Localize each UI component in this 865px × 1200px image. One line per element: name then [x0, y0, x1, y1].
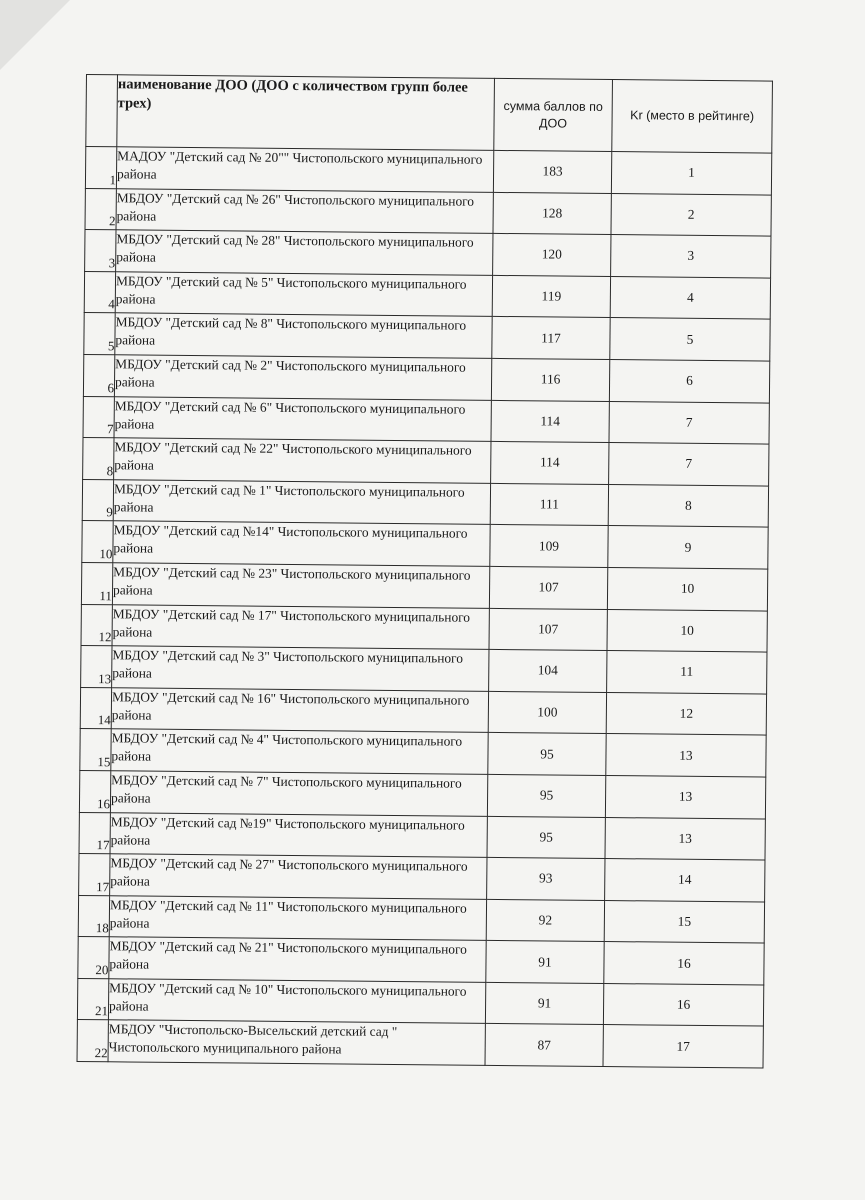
row-rank: 10	[607, 609, 767, 652]
row-name: МБДОУ "Детский сад № 4" Чистопольского муниципального района	[111, 729, 488, 774]
row-rank: 5	[610, 318, 770, 361]
row-score: 91	[486, 941, 604, 984]
header-name: наименование ДОО (ДОО с количеством групп более трех)	[117, 75, 495, 151]
table-row	[85, 188, 771, 236]
row-number: 2	[85, 188, 116, 230]
row-name: МБДОУ "Детский сад № 3" Чистопольского муниципального района	[112, 646, 489, 691]
row-name: МБДОУ "Детский сад № 7" Чистопольского муниципального района	[110, 771, 487, 816]
row-name: МБДОУ "Детский сад № 11" Чистопольского муниципального района	[109, 895, 486, 940]
row-rank: 8	[608, 484, 768, 527]
row-number: 1	[85, 147, 116, 189]
row-name: МБДОУ "Детский сад № 28" Чистопольского муниципального района	[116, 230, 493, 275]
row-number: 18	[78, 895, 109, 937]
row-number: 5	[84, 313, 115, 355]
row-score: 91	[485, 982, 603, 1025]
row-score: 114	[491, 442, 609, 485]
row-name: МБДОУ "Детский сад №14" Чистопольского муниципального района	[113, 521, 490, 566]
table-row	[84, 271, 770, 319]
row-number: 14	[80, 687, 111, 729]
row-name: МБДОУ "Детский сад № 27" Чистопольского муниципального района	[110, 854, 487, 899]
row-number: 22	[77, 1020, 108, 1062]
table-row	[80, 729, 766, 777]
row-score: 104	[489, 650, 607, 693]
row-score: 87	[485, 1024, 603, 1067]
row-rank: 15	[604, 900, 764, 943]
row-rank: 13	[605, 775, 765, 818]
row-score: 95	[487, 774, 605, 817]
row-number: 16	[79, 770, 110, 812]
row-score: 128	[493, 192, 611, 235]
header-rank: Kr (место в рейтинге)	[612, 80, 773, 154]
row-score: 119	[492, 275, 610, 318]
row-score: 93	[487, 857, 605, 900]
row-rank: 13	[606, 734, 766, 777]
row-number: 10	[82, 521, 113, 563]
table-row	[77, 978, 763, 1026]
row-number: 12	[81, 604, 112, 646]
header-score: сумма баллов по ДОО	[494, 78, 613, 151]
row-score: 111	[490, 483, 608, 526]
row-name: МБДОУ "Чистопольско-Высельский детский сад " Чистопольского муниципального района	[108, 1020, 485, 1065]
row-rank: 2	[611, 193, 771, 236]
row-score: 116	[491, 358, 609, 401]
table-row	[83, 396, 769, 444]
row-score: 183	[493, 150, 611, 193]
header-number	[86, 75, 118, 147]
row-rank: 16	[604, 942, 764, 985]
row-name: МБДОУ "Детский сад № 6" Чистопольского муниципального района	[114, 396, 491, 441]
rating-table	[77, 74, 773, 1069]
table-row	[79, 854, 765, 902]
row-name: МБДОУ "Детский сад № 23" Чистопольского муниципального района	[112, 563, 489, 608]
row-rank: 4	[610, 276, 770, 319]
row-score: 109	[490, 525, 608, 568]
table-row	[82, 479, 768, 527]
table-row	[81, 562, 767, 610]
row-rank: 10	[607, 567, 767, 610]
row-score: 114	[491, 400, 609, 443]
row-number: 17	[79, 812, 110, 854]
table-header	[86, 75, 773, 154]
table-row	[83, 354, 769, 402]
table-row	[83, 438, 769, 486]
row-rank: 13	[605, 817, 765, 860]
page-fold	[0, 0, 70, 70]
row-name: МБДОУ "Детский сад №19" Чистопольского муниципального района	[110, 812, 487, 857]
row-number: 13	[81, 646, 112, 688]
row-score: 95	[488, 733, 606, 776]
row-number: 20	[78, 937, 109, 979]
row-rank: 1	[611, 152, 771, 195]
row-score: 120	[493, 234, 611, 277]
row-score: 107	[489, 608, 607, 651]
row-rank: 17	[603, 1025, 763, 1068]
row-rank: 7	[609, 443, 769, 486]
row-name: МАДОУ "Детский сад № 20"" Чистопольского муниципального района	[116, 147, 493, 192]
table-row	[78, 895, 764, 943]
table-row	[79, 812, 765, 860]
table-row	[78, 937, 764, 985]
table-row	[80, 687, 766, 735]
row-rank: 16	[603, 983, 763, 1026]
row-rank: 3	[611, 235, 771, 278]
row-name: МБДОУ "Детский сад № 5" Чистопольского муниципального района	[115, 272, 492, 317]
row-number: 8	[83, 438, 114, 480]
row-score: 92	[486, 899, 604, 942]
table-row	[81, 604, 767, 652]
row-name: МБДОУ "Детский сад № 16" Чистопольского муниципального района	[111, 687, 488, 732]
row-number: 4	[84, 271, 115, 313]
table-body	[77, 147, 772, 1069]
row-name: МБДОУ "Детский сад № 8" Чистопольского муниципального района	[115, 313, 492, 358]
table-row	[85, 147, 771, 195]
row-number: 3	[85, 230, 116, 272]
row-name: МБДОУ "Детский сад № 21" Чистопольского муниципального района	[109, 937, 486, 982]
row-number: 21	[77, 978, 108, 1020]
row-name: МБДОУ "Детский сад № 22" Чистопольского муниципального района	[114, 438, 491, 483]
row-rank: 7	[609, 401, 769, 444]
row-number: 11	[81, 562, 112, 604]
row-number: 15	[80, 729, 111, 771]
row-rank: 9	[608, 526, 768, 569]
row-name: МБДОУ "Детский сад № 17" Чистопольского муниципального района	[112, 604, 489, 649]
header-row	[86, 75, 773, 154]
row-number: 7	[83, 396, 114, 438]
table-row	[84, 313, 770, 361]
table-row	[77, 1020, 763, 1068]
row-score: 95	[487, 816, 605, 859]
row-name: МБДОУ "Детский сад № 1" Чистопольского муниципального района	[113, 480, 490, 525]
table-row	[79, 770, 765, 818]
row-number: 9	[82, 479, 113, 521]
row-number: 17	[79, 854, 110, 896]
table-row	[85, 230, 771, 278]
row-rank: 11	[607, 651, 767, 694]
row-rank: 12	[606, 692, 766, 735]
row-name: МБДОУ "Детский сад № 26" Чистопольского муниципального района	[116, 188, 493, 233]
row-score: 100	[488, 691, 606, 734]
row-number: 6	[83, 354, 114, 396]
row-rank: 14	[605, 859, 765, 902]
row-name: МБДОУ "Детский сад № 10" Чистопольского муниципального района	[108, 979, 485, 1024]
row-score: 117	[492, 317, 610, 360]
table-row	[81, 646, 767, 694]
row-rank: 6	[609, 360, 769, 403]
row-name: МБДОУ "Детский сад № 2" Чистопольского муниципального района	[114, 355, 491, 400]
row-score: 107	[489, 566, 607, 609]
table-row	[82, 521, 768, 569]
